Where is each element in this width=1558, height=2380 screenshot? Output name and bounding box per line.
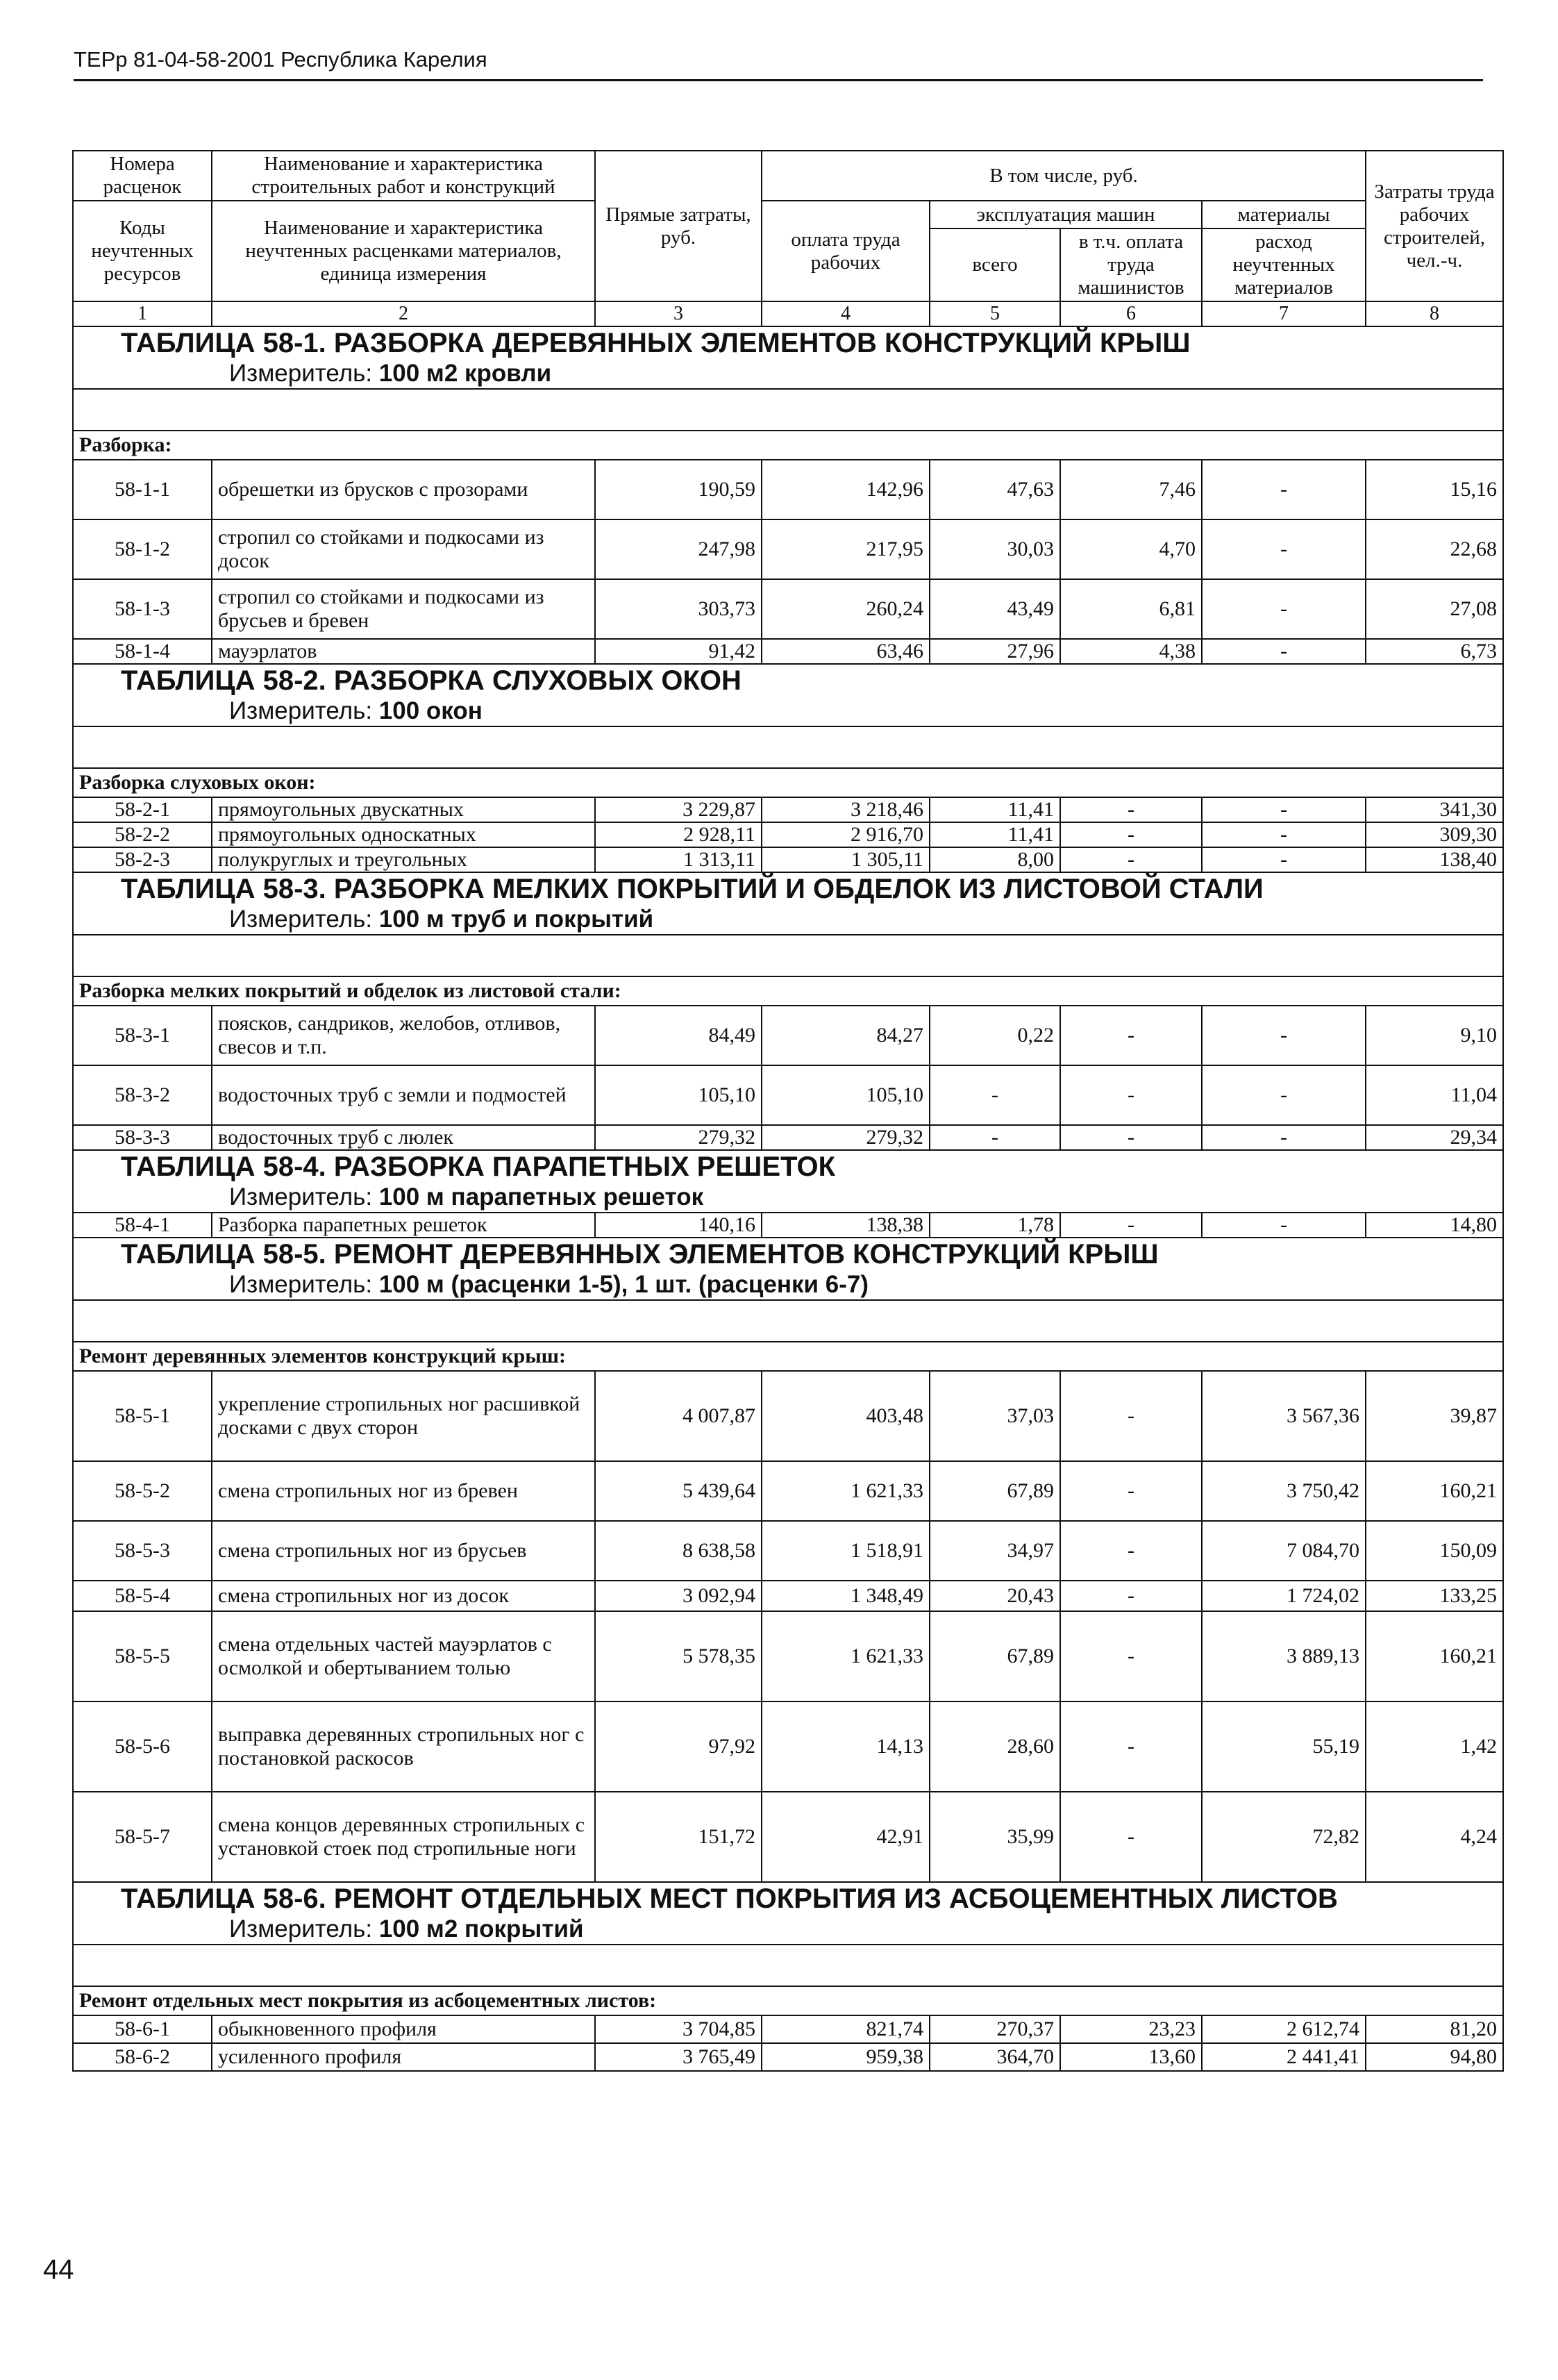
worker-wages: 63,46 bbox=[762, 639, 930, 664]
machinist-wages: - bbox=[1060, 1701, 1202, 1792]
work-name: смена стропильных ног из бревен bbox=[212, 1461, 595, 1521]
machines-total: 27,96 bbox=[930, 639, 1060, 664]
machinist-wages: - bbox=[1060, 1792, 1202, 1882]
table-gap-row bbox=[73, 1300, 1503, 1342]
table-measure bbox=[79, 1270, 1497, 1299]
table-measure bbox=[79, 1915, 1497, 1944]
col-head-mach-total: всего bbox=[930, 228, 1060, 301]
materials-cost: - bbox=[1202, 460, 1366, 519]
rate-code: 58-1-3 bbox=[73, 579, 212, 639]
table-row bbox=[73, 460, 1503, 519]
machinist-wages: 6,81 bbox=[1060, 579, 1202, 639]
section-row bbox=[73, 1342, 1503, 1371]
col-head-res-codes: Коды неучтенных ресурсов bbox=[73, 201, 212, 301]
measure-label: Измеритель: bbox=[229, 906, 373, 933]
table-title-row bbox=[73, 326, 1503, 389]
work-name: смена отдельных частей мауэрлатов с осмолкой и обертыванием толью bbox=[212, 1611, 595, 1701]
rate-code: 58-5-2 bbox=[73, 1461, 212, 1521]
labor-costs: 138,40 bbox=[1366, 847, 1503, 872]
labor-costs: 6,73 bbox=[1366, 639, 1503, 664]
work-name: мауэрлатов bbox=[212, 639, 595, 664]
machines-total: 1,78 bbox=[930, 1213, 1060, 1238]
rate-code: 58-4-1 bbox=[73, 1213, 212, 1238]
labor-costs: 309,30 bbox=[1366, 822, 1503, 847]
table-title-cell bbox=[73, 1150, 1503, 1213]
table-row bbox=[73, 822, 1503, 847]
machinist-wages: 13,60 bbox=[1060, 2043, 1202, 2071]
materials-cost: - bbox=[1202, 1006, 1366, 1065]
table-title-cell bbox=[73, 872, 1503, 935]
rate-code: 58-5-1 bbox=[73, 1371, 212, 1461]
labor-costs: 81,20 bbox=[1366, 2015, 1503, 2043]
machinist-wages: 7,46 bbox=[1060, 460, 1202, 519]
work-name: смена стропильных ног из досок bbox=[212, 1581, 595, 1611]
materials-cost: 7 084,70 bbox=[1202, 1521, 1366, 1581]
table-title: ТАБЛИЦА 58-6. РЕМОНТ ОТДЕЛЬНЫХ МЕСТ ПОКРЫТИЯ ИЗ АСБОЦЕМЕНТНЫХ ЛИСТОВ bbox=[121, 1883, 1338, 1914]
machines-total: 37,03 bbox=[930, 1371, 1060, 1461]
labor-costs: 39,87 bbox=[1366, 1371, 1503, 1461]
machines-total: - bbox=[930, 1125, 1060, 1150]
price-table bbox=[72, 150, 1504, 2072]
table-row bbox=[73, 847, 1503, 872]
table-row bbox=[73, 1521, 1503, 1581]
table-row bbox=[73, 1461, 1503, 1521]
materials-cost: - bbox=[1202, 519, 1366, 579]
table-title: ТАБЛИЦА 58-2. РАЗБОРКА СЛУХОВЫХ ОКОН bbox=[121, 665, 742, 696]
machinist-wages: - bbox=[1060, 797, 1202, 822]
gap-cell bbox=[73, 726, 1503, 768]
table-row bbox=[73, 2015, 1503, 2043]
machinist-wages: 4,70 bbox=[1060, 519, 1202, 579]
rate-code: 58-2-3 bbox=[73, 847, 212, 872]
measure-label: Измеритель: bbox=[229, 1915, 373, 1942]
work-name: укрепление стропильных ног расшивкой досками с двух сторон bbox=[212, 1371, 595, 1461]
worker-wages: 2 916,70 bbox=[762, 822, 930, 847]
machines-total: 67,89 bbox=[930, 1611, 1060, 1701]
table-measure bbox=[79, 1183, 1497, 1212]
direct-costs: 91,42 bbox=[595, 639, 762, 664]
machines-total: 364,70 bbox=[930, 2043, 1060, 2071]
materials-cost: 55,19 bbox=[1202, 1701, 1366, 1792]
col-number: 4 bbox=[762, 301, 930, 326]
work-name: обыкновенного профиля bbox=[212, 2015, 595, 2043]
direct-costs: 247,98 bbox=[595, 519, 762, 579]
measure-label: Измеритель: bbox=[229, 1271, 373, 1298]
rate-code: 58-3-1 bbox=[73, 1006, 212, 1065]
labor-costs: 160,21 bbox=[1366, 1461, 1503, 1521]
measure-value: 100 м2 покрытий bbox=[378, 1915, 584, 1942]
table-row bbox=[73, 1125, 1503, 1150]
page-header bbox=[74, 42, 1483, 81]
machines-total: 47,63 bbox=[930, 460, 1060, 519]
table-row bbox=[73, 519, 1503, 579]
table-row bbox=[73, 2043, 1503, 2071]
labor-costs: 94,80 bbox=[1366, 2043, 1503, 2071]
direct-costs: 1 313,11 bbox=[595, 847, 762, 872]
direct-costs: 151,72 bbox=[595, 1792, 762, 1882]
worker-wages: 3 218,46 bbox=[762, 797, 930, 822]
col-head-incl: В том числе, руб. bbox=[762, 151, 1366, 201]
col-number: 1 bbox=[73, 301, 212, 326]
direct-costs: 5 439,64 bbox=[595, 1461, 762, 1521]
col-number: 6 bbox=[1060, 301, 1202, 326]
rate-code: 58-2-2 bbox=[73, 822, 212, 847]
machinist-wages: - bbox=[1060, 1461, 1202, 1521]
machines-total: 35,99 bbox=[930, 1792, 1060, 1882]
materials-cost: - bbox=[1202, 1213, 1366, 1238]
machines-total: 67,89 bbox=[930, 1461, 1060, 1521]
direct-costs: 303,73 bbox=[595, 579, 762, 639]
measure-label: Измеритель: bbox=[229, 697, 373, 724]
table-row bbox=[73, 1213, 1503, 1238]
machines-total: 20,43 bbox=[930, 1581, 1060, 1611]
rate-code: 58-5-4 bbox=[73, 1581, 212, 1611]
worker-wages: 138,38 bbox=[762, 1213, 930, 1238]
table-gap-row bbox=[73, 389, 1503, 431]
direct-costs: 97,92 bbox=[595, 1701, 762, 1792]
table-title-cell bbox=[73, 664, 1503, 726]
document-title: ТЕРр 81-04-58-2001 Республика Карелия bbox=[74, 47, 487, 72]
worker-wages: 821,74 bbox=[762, 2015, 930, 2043]
labor-costs: 133,25 bbox=[1366, 1581, 1503, 1611]
labor-costs: 160,21 bbox=[1366, 1611, 1503, 1701]
work-name: обрешетки из брусков с прозорами bbox=[212, 460, 595, 519]
gap-cell bbox=[73, 389, 1503, 431]
labor-costs: 9,10 bbox=[1366, 1006, 1503, 1065]
col-head-machines: эксплуатация машин bbox=[930, 201, 1202, 228]
materials-cost: 2 612,74 bbox=[1202, 2015, 1366, 2043]
worker-wages: 1 621,33 bbox=[762, 1611, 930, 1701]
section-heading: Разборка слуховых окон: bbox=[73, 768, 1503, 797]
machinist-wages: - bbox=[1060, 1581, 1202, 1611]
rate-code: 58-6-1 bbox=[73, 2015, 212, 2043]
page-number: 44 bbox=[43, 2254, 74, 2285]
worker-wages: 42,91 bbox=[762, 1792, 930, 1882]
table-title: ТАБЛИЦА 58-5. РЕМОНТ ДЕРЕВЯННЫХ ЭЛЕМЕНТОВ КОНСТРУКЦИЙ КРЫШ bbox=[121, 1239, 1159, 1270]
worker-wages: 1 348,49 bbox=[762, 1581, 930, 1611]
col-head-mat-unacc: расход неучтенных материалов bbox=[1202, 228, 1366, 301]
col-head-direct: Прямые затраты, руб. bbox=[595, 151, 762, 301]
section-row bbox=[73, 768, 1503, 797]
worker-wages: 105,10 bbox=[762, 1065, 930, 1125]
work-name: стропил со стойками и подкосами из досок bbox=[212, 519, 595, 579]
col-number: 7 bbox=[1202, 301, 1366, 326]
table-title-cell bbox=[73, 1882, 1503, 1945]
col-head-mach-wages: в т.ч. оплата труда машинистов bbox=[1060, 228, 1202, 301]
work-name: прямоугольных односкатных bbox=[212, 822, 595, 847]
table-measure bbox=[79, 697, 1497, 726]
col-head-materials-name: Наименование и характеристика неучтенных расценками материалов, единица измерения bbox=[212, 201, 595, 301]
machinist-wages: - bbox=[1060, 1125, 1202, 1150]
worker-wages: 217,95 bbox=[762, 519, 930, 579]
work-name: Разборка парапетных решеток bbox=[212, 1213, 595, 1238]
worker-wages: 142,96 bbox=[762, 460, 930, 519]
col-head-codes: Номера расценок bbox=[73, 151, 212, 201]
worker-wages: 14,13 bbox=[762, 1701, 930, 1792]
worker-wages: 84,27 bbox=[762, 1006, 930, 1065]
rate-code: 58-2-1 bbox=[73, 797, 212, 822]
materials-cost: - bbox=[1202, 822, 1366, 847]
col-number: 2 bbox=[212, 301, 595, 326]
direct-costs: 2 928,11 bbox=[595, 822, 762, 847]
table-row bbox=[73, 639, 1503, 664]
machinist-wages: 4,38 bbox=[1060, 639, 1202, 664]
materials-cost: 3 889,13 bbox=[1202, 1611, 1366, 1701]
direct-costs: 3 092,94 bbox=[595, 1581, 762, 1611]
machines-total: 8,00 bbox=[930, 847, 1060, 872]
col-head-labor: Затраты труда рабочих строителей, чел.-ч. bbox=[1366, 151, 1503, 301]
materials-cost: - bbox=[1202, 1125, 1366, 1150]
section-row bbox=[73, 976, 1503, 1006]
measure-label: Измеритель: bbox=[229, 1183, 373, 1210]
labor-costs: 150,09 bbox=[1366, 1521, 1503, 1581]
table-title-row bbox=[73, 1882, 1503, 1945]
table-gap-row bbox=[73, 1945, 1503, 1986]
direct-costs: 84,49 bbox=[595, 1006, 762, 1065]
col-number: 5 bbox=[930, 301, 1060, 326]
machinist-wages: - bbox=[1060, 822, 1202, 847]
machinist-wages: - bbox=[1060, 1371, 1202, 1461]
machines-total: 28,60 bbox=[930, 1701, 1060, 1792]
machinist-wages: - bbox=[1060, 847, 1202, 872]
work-name: усиленного профиля bbox=[212, 2043, 595, 2071]
worker-wages: 260,24 bbox=[762, 579, 930, 639]
table-title-cell bbox=[73, 1238, 1503, 1300]
section-heading: Разборка: bbox=[73, 431, 1503, 460]
work-name: выправка деревянных стропильных ног с постановкой раскосов bbox=[212, 1701, 595, 1792]
table-row bbox=[73, 1371, 1503, 1461]
machines-total: 30,03 bbox=[930, 519, 1060, 579]
col-number: 8 bbox=[1366, 301, 1503, 326]
labor-costs: 11,04 bbox=[1366, 1065, 1503, 1125]
rate-code: 58-1-2 bbox=[73, 519, 212, 579]
direct-costs: 8 638,58 bbox=[595, 1521, 762, 1581]
labor-costs: 4,24 bbox=[1366, 1792, 1503, 1882]
table-title-cell bbox=[73, 326, 1503, 389]
table-measure bbox=[79, 359, 1497, 388]
rate-code: 58-5-7 bbox=[73, 1792, 212, 1882]
work-name: прямоугольных двускатных bbox=[212, 797, 595, 822]
machines-total: - bbox=[930, 1065, 1060, 1125]
labor-costs: 14,80 bbox=[1366, 1213, 1503, 1238]
direct-costs: 190,59 bbox=[595, 460, 762, 519]
rate-code: 58-1-1 bbox=[73, 460, 212, 519]
materials-cost: - bbox=[1202, 579, 1366, 639]
worker-wages: 1 518,91 bbox=[762, 1521, 930, 1581]
worker-wages: 1 621,33 bbox=[762, 1461, 930, 1521]
measure-value: 100 окон bbox=[378, 697, 483, 724]
worker-wages: 279,32 bbox=[762, 1125, 930, 1150]
table-row bbox=[73, 579, 1503, 639]
materials-cost: - bbox=[1202, 797, 1366, 822]
col-head-name: Наименование и характеристика строительных работ и конструкций bbox=[212, 151, 595, 201]
machines-total: 11,41 bbox=[930, 797, 1060, 822]
gap-cell bbox=[73, 935, 1503, 976]
table-title-row bbox=[73, 872, 1503, 935]
materials-cost: 3 567,36 bbox=[1202, 1371, 1366, 1461]
table-title: ТАБЛИЦА 58-1. РАЗБОРКА ДЕРЕВЯННЫХ ЭЛЕМЕНТОВ КОНСТРУКЦИЙ КРЫШ bbox=[121, 328, 1191, 358]
direct-costs: 105,10 bbox=[595, 1065, 762, 1125]
machines-total: 43,49 bbox=[930, 579, 1060, 639]
labor-costs: 22,68 bbox=[1366, 519, 1503, 579]
rate-code: 58-6-2 bbox=[73, 2043, 212, 2071]
table-row bbox=[73, 1792, 1503, 1882]
measure-value: 100 м (расценки 1-5), 1 шт. (расценки 6-7) bbox=[378, 1271, 869, 1298]
materials-cost: 1 724,02 bbox=[1202, 1581, 1366, 1611]
direct-costs: 4 007,87 bbox=[595, 1371, 762, 1461]
machines-total: 0,22 bbox=[930, 1006, 1060, 1065]
work-name: водосточных труб с земли и подмостей bbox=[212, 1065, 595, 1125]
rate-code: 58-3-2 bbox=[73, 1065, 212, 1125]
section-row bbox=[73, 431, 1503, 460]
direct-costs: 5 578,35 bbox=[595, 1611, 762, 1701]
materials-cost: 3 750,42 bbox=[1202, 1461, 1366, 1521]
machinist-wages: 23,23 bbox=[1060, 2015, 1202, 2043]
machinist-wages: - bbox=[1060, 1213, 1202, 1238]
table-title: ТАБЛИЦА 58-3. РАЗБОРКА МЕЛКИХ ПОКРЫТИЙ И ОБДЕЛОК ИЗ ЛИСТОВОЙ СТАЛИ bbox=[121, 874, 1264, 904]
labor-costs: 1,42 bbox=[1366, 1701, 1503, 1792]
table-measure bbox=[79, 905, 1497, 934]
rate-code: 58-5-5 bbox=[73, 1611, 212, 1701]
table-title-row bbox=[73, 1238, 1503, 1300]
machinist-wages: - bbox=[1060, 1611, 1202, 1701]
machines-total: 11,41 bbox=[930, 822, 1060, 847]
materials-cost: 72,82 bbox=[1202, 1792, 1366, 1882]
measure-value: 100 м2 кровли bbox=[378, 360, 552, 387]
measure-value: 100 м парапетных решеток bbox=[378, 1183, 704, 1210]
materials-cost: 2 441,41 bbox=[1202, 2043, 1366, 2071]
price-table-body bbox=[73, 151, 1503, 2071]
direct-costs: 3 704,85 bbox=[595, 2015, 762, 2043]
rate-code: 58-5-3 bbox=[73, 1521, 212, 1581]
worker-wages: 959,38 bbox=[762, 2043, 930, 2071]
machinist-wages: - bbox=[1060, 1521, 1202, 1581]
section-row bbox=[73, 1986, 1503, 2015]
measure-value: 100 м труб и покрытий bbox=[378, 906, 654, 933]
table-row bbox=[73, 1611, 1503, 1701]
work-name: смена концов деревянных стропильных с установкой стоек под стропильные ноги bbox=[212, 1792, 595, 1882]
labor-costs: 15,16 bbox=[1366, 460, 1503, 519]
labor-costs: 27,08 bbox=[1366, 579, 1503, 639]
section-heading: Ремонт отдельных мест покрытия из асбоцементных листов: bbox=[73, 1986, 1503, 2015]
materials-cost: - bbox=[1202, 847, 1366, 872]
machinist-wages: - bbox=[1060, 1006, 1202, 1065]
table-gap-row bbox=[73, 935, 1503, 976]
measure-label: Измеритель: bbox=[229, 360, 373, 387]
table-row bbox=[73, 797, 1503, 822]
table-row bbox=[73, 1701, 1503, 1792]
rate-code: 58-1-4 bbox=[73, 639, 212, 664]
section-heading: Ремонт деревянных элементов конструкций крыш: bbox=[73, 1342, 1503, 1371]
direct-costs: 140,16 bbox=[595, 1213, 762, 1238]
section-heading: Разборка мелких покрытий и обделок из листовой стали: bbox=[73, 976, 1503, 1006]
labor-costs: 341,30 bbox=[1366, 797, 1503, 822]
materials-cost: - bbox=[1202, 639, 1366, 664]
table-title-row bbox=[73, 1150, 1503, 1213]
rate-code: 58-3-3 bbox=[73, 1125, 212, 1150]
direct-costs: 3 229,87 bbox=[595, 797, 762, 822]
machines-total: 270,37 bbox=[930, 2015, 1060, 2043]
table-row bbox=[73, 1065, 1503, 1125]
work-name: смена стропильных ног из брусьев bbox=[212, 1521, 595, 1581]
worker-wages: 1 305,11 bbox=[762, 847, 930, 872]
machinist-wages: - bbox=[1060, 1065, 1202, 1125]
table-row bbox=[73, 1006, 1503, 1065]
labor-costs: 29,34 bbox=[1366, 1125, 1503, 1150]
table-title: ТАБЛИЦА 58-4. РАЗБОРКА ПАРАПЕТНЫХ РЕШЕТОК bbox=[121, 1151, 836, 1182]
table-row bbox=[73, 1581, 1503, 1611]
direct-costs: 279,32 bbox=[595, 1125, 762, 1150]
worker-wages: 403,48 bbox=[762, 1371, 930, 1461]
gap-cell bbox=[73, 1300, 1503, 1342]
col-head-materials: материалы bbox=[1202, 201, 1366, 228]
rate-code: 58-5-6 bbox=[73, 1701, 212, 1792]
table-gap-row bbox=[73, 726, 1503, 768]
col-number: 3 bbox=[595, 301, 762, 326]
work-name: поясков, сандриков, желобов, отливов, свесов и т.п. bbox=[212, 1006, 595, 1065]
gap-cell bbox=[73, 1945, 1503, 1986]
work-name: водосточных труб с люлек bbox=[212, 1125, 595, 1150]
machines-total: 34,97 bbox=[930, 1521, 1060, 1581]
direct-costs: 3 765,49 bbox=[595, 2043, 762, 2071]
col-head-wages: оплата труда рабочих bbox=[762, 201, 930, 301]
table-title-row bbox=[73, 664, 1503, 726]
work-name: полукруглых и треугольных bbox=[212, 847, 595, 872]
work-name: стропил со стойками и подкосами из брусьев и бревен bbox=[212, 579, 595, 639]
materials-cost: - bbox=[1202, 1065, 1366, 1125]
